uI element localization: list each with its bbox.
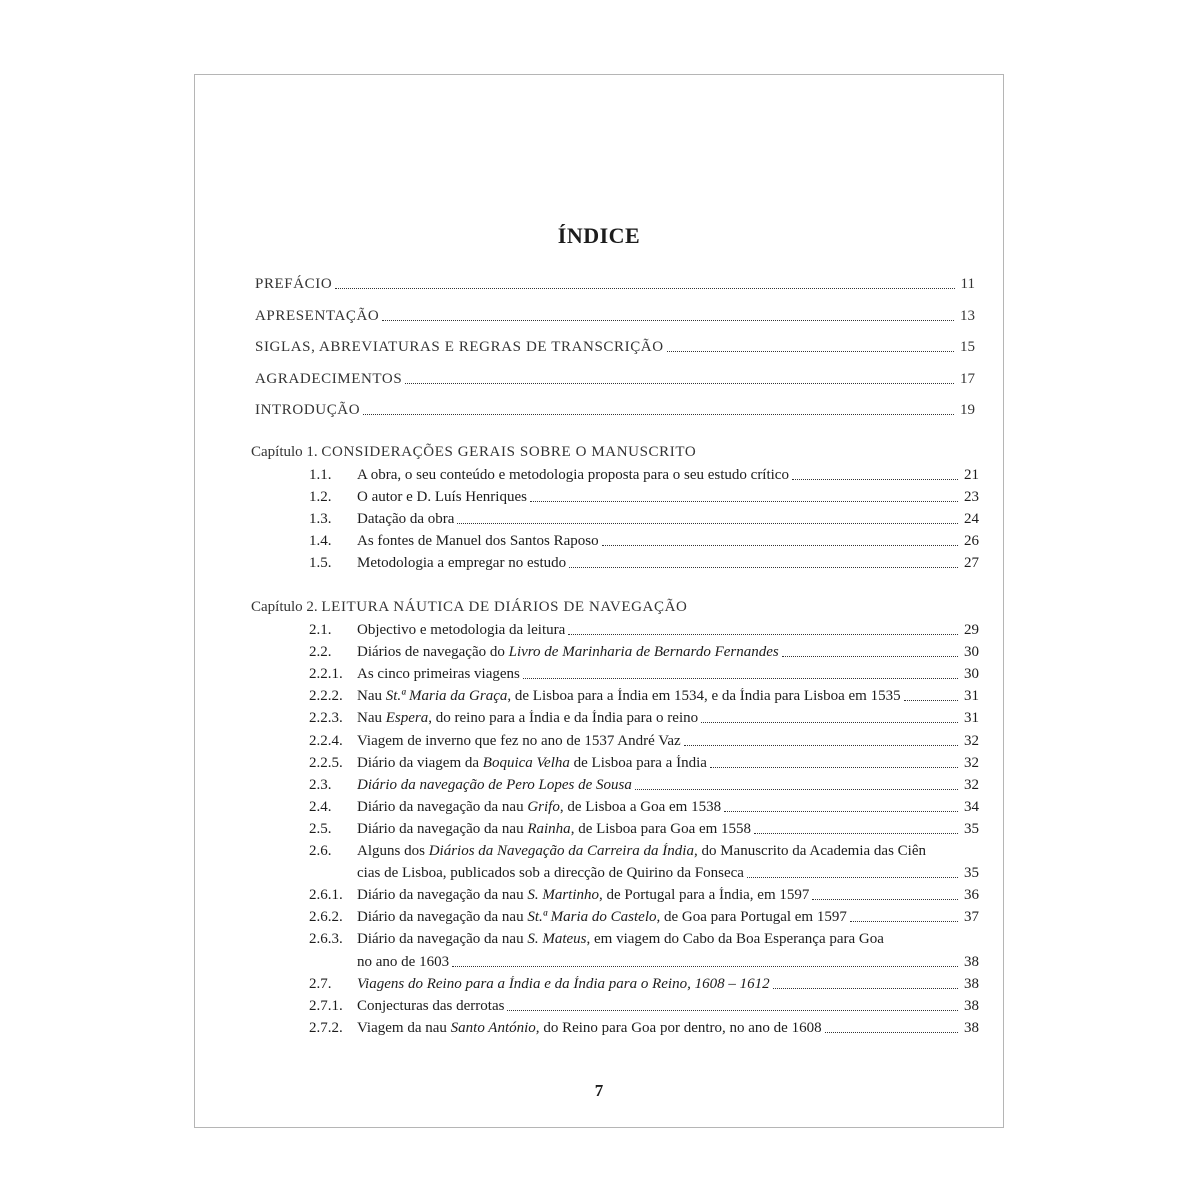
entry-page: 35: [964, 820, 979, 837]
toc-entry[interactable]: [309, 489, 979, 506]
dot-leader: [747, 877, 958, 878]
title-text: O autor e D. Luís Henriques: [357, 489, 527, 506]
entry-title: [357, 887, 809, 904]
entry-number: 2.2.4.: [309, 732, 343, 749]
entry-title: [357, 777, 632, 794]
dot-leader: [904, 700, 958, 701]
toc-entry[interactable]: [309, 710, 979, 727]
entry-page: 29: [964, 622, 979, 638]
entry-title: [357, 976, 770, 993]
entry-page: 34: [964, 798, 979, 815]
entry-number: 2.7.: [309, 975, 332, 992]
title-text: , do Manuscrito da Academia das Ciên: [693, 843, 926, 859]
entry-page: 32: [964, 732, 979, 749]
italic-title: Diários da Navegação da Carreira da Índia: [428, 843, 694, 859]
toc-entry[interactable]: [309, 733, 979, 750]
entry-page: 31: [964, 688, 979, 705]
toc-entry[interactable]: [255, 276, 975, 293]
toc-entry[interactable]: [255, 402, 975, 419]
entry-title-continued: cias de Lisboa, publicados sob a direcção de Quirino da Fonseca: [357, 865, 744, 882]
dot-leader: [635, 789, 958, 790]
dot-leader: [812, 899, 958, 900]
entry-page: 19: [960, 402, 975, 418]
entry-number: 2.7.2.: [309, 1019, 343, 1036]
entry-page: 38: [964, 1019, 979, 1036]
entry-page: 32: [964, 776, 979, 793]
entry-number: 2.2.1.: [309, 666, 343, 683]
entry-title: [357, 666, 520, 683]
title-text: , de Lisboa para Goa em 1558: [570, 820, 752, 837]
entry-number: 2.5.: [309, 820, 332, 837]
dot-leader: [667, 351, 954, 352]
title-text: Diário da navegação da nau: [357, 909, 528, 926]
title-text: , do reino para a Índia e da Índia para o reino: [428, 710, 699, 727]
entry-title: [357, 821, 751, 838]
title-text: Alguns dos: [357, 843, 429, 859]
dot-leader: [724, 811, 958, 812]
entry-page: 35: [964, 865, 979, 882]
index-title: ÍNDICE: [557, 223, 641, 248]
entry-title: [357, 843, 926, 860]
toc-entry[interactable]: [309, 777, 979, 794]
title-text: Viagem da nau: [357, 1019, 451, 1036]
title-text: do Reino para Goa por dentro, no ano de 1608: [539, 1019, 822, 1036]
title-text: As fontes de Manuel dos Santos Raposo: [357, 533, 599, 550]
toc-entry[interactable]: [309, 931, 979, 948]
italic-title: Rainha: [527, 820, 571, 837]
entry-number: 2.2.2.: [309, 688, 343, 705]
toc-entry[interactable]: [309, 511, 979, 528]
dot-leader: [569, 567, 958, 568]
entry-page: 26: [964, 533, 979, 550]
entry-number: 2.2.: [309, 644, 332, 661]
dot-leader: [754, 833, 958, 834]
entry-number: 2.4.: [309, 798, 332, 815]
dot-leader: [507, 1010, 958, 1011]
entry-title: [357, 733, 681, 750]
title-text: , de Portugal para a Índia, em 1597: [599, 887, 810, 904]
title-text: , em viagem do Cabo da Boa Esperança para Goa: [586, 931, 884, 948]
entry-number: 1.4.: [309, 533, 332, 550]
entry-page: 38: [964, 953, 979, 970]
entry-page: 23: [964, 489, 979, 506]
entry-title: [357, 533, 599, 550]
page-number: 7: [594, 1081, 604, 1100]
entry-title-continued: no ano de 1603: [357, 953, 450, 970]
title-text: Diário da navegação da nau: [357, 820, 528, 837]
dot-leader: [684, 745, 958, 746]
entry-page: 30: [964, 666, 979, 683]
entry-number: 2.6.3.: [309, 931, 343, 948]
entry-title: [357, 710, 698, 727]
dot-leader: [363, 414, 954, 415]
title-text: Objectivo e metodologia da leitura: [357, 622, 566, 638]
italic-title: Livro de Marinharia de Bernardo Fernandes: [508, 644, 779, 661]
entry-number: 1.5.: [309, 555, 332, 572]
title-text: de Goa para Portugal em 1597: [660, 909, 847, 926]
entry-title: APRESENTAÇÃO: [255, 308, 380, 324]
chapter-heading[interactable]: [251, 444, 696, 461]
title-text: de Lisboa para a Índia: [569, 754, 707, 771]
entry-page: 13: [960, 308, 975, 324]
dot-leader: [825, 1032, 958, 1033]
dot-leader: [382, 320, 954, 321]
dot-leader: [850, 921, 958, 922]
entry-page: 24: [964, 511, 979, 528]
entry-page: 11: [960, 276, 975, 292]
title-text: , de Lisboa para a Índia em 1534, e da Índia para Lisboa em 1535: [507, 688, 901, 705]
chapter-title: LEITURA NÁUTICA DE DIÁRIOS DE NAVEGAÇÃO: [321, 599, 688, 615]
entry-title: [357, 555, 566, 572]
entry-title: [357, 998, 504, 1015]
title-text: As cinco primeiras viagens: [357, 666, 520, 683]
title-text: Diário da navegação da nau: [357, 798, 528, 815]
entry-title: [357, 511, 454, 528]
entry-number: 1.1.: [309, 467, 332, 483]
toc-entry[interactable]: [255, 339, 975, 356]
entry-page: 32: [964, 754, 979, 771]
dot-leader: [568, 634, 958, 635]
entry-title: [357, 644, 779, 661]
entry-page: 36: [964, 887, 979, 904]
title-text: Datação da obra: [357, 511, 455, 528]
entry-title: INTRODUÇÃO: [255, 402, 361, 418]
entry-title: [357, 688, 901, 705]
entry-number: 2.3.: [309, 776, 332, 793]
toc-entry[interactable]: [255, 371, 975, 388]
italic-title: Diário da navegação de Pero Lopes de Sousa: [357, 776, 632, 793]
title-text: Nau: [357, 710, 386, 727]
toc-entry[interactable]: [309, 998, 979, 1015]
entry-title: [357, 931, 884, 948]
title-text: , de Lisboa a Goa em 1538: [559, 798, 722, 815]
entry-number: 2.6.: [309, 843, 332, 859]
chapter-heading[interactable]: [251, 599, 687, 616]
entry-page: 31: [964, 710, 979, 727]
title-text: Diários de navegação do: [357, 644, 509, 661]
dot-leader: [523, 678, 958, 679]
entry-title: SIGLAS, ABREVIATURAS E REGRAS DE TRANSCRIÇÃO: [255, 339, 664, 355]
entry-number: 1.3.: [309, 511, 332, 528]
entry-number: 2.1.: [309, 622, 332, 638]
toc-entry[interactable]: [309, 467, 979, 484]
title-text: Diário da navegação da nau: [357, 887, 528, 904]
toc-entry-continuation[interactable]: [357, 954, 979, 971]
italic-title: S. Mateus: [527, 931, 587, 948]
toc-entry[interactable]: [309, 644, 979, 661]
toc-entry[interactable]: [309, 887, 979, 904]
entry-page: 38: [964, 997, 979, 1014]
dot-leader: [602, 545, 958, 546]
entry-title: [357, 467, 789, 484]
toc-entry[interactable]: [309, 976, 979, 993]
title-text: Diário da navegação da nau: [357, 931, 528, 948]
entry-title: PREFÁCIO: [255, 276, 333, 292]
dot-leader: [530, 501, 958, 502]
toc-entry-continuation[interactable]: [357, 865, 979, 882]
title-text: Nau: [357, 688, 386, 705]
dot-leader: [710, 767, 958, 768]
dot-leader: [405, 383, 954, 384]
dot-leader: [335, 288, 954, 289]
toc-entry[interactable]: [309, 799, 979, 816]
italic-title: S. Martinho: [527, 887, 600, 904]
entry-number: 2.6.2.: [309, 909, 343, 926]
italic-title: St.ª Maria da Graça: [385, 688, 508, 705]
italic-title: Grifo: [527, 798, 560, 815]
entry-page: 37: [964, 909, 979, 926]
entry-title: [357, 755, 707, 772]
title-text: A obra, o seu conteúdo e metodologia proposta para o seu estudo crítico: [357, 467, 789, 483]
entry-page: 30: [964, 644, 979, 661]
entry-title: AGRADECIMENTOS: [255, 371, 403, 387]
dot-leader: [701, 722, 958, 723]
entry-number: 2.6.1.: [309, 887, 343, 904]
entry-page: 17: [960, 371, 975, 387]
toc-entry[interactable]: [309, 909, 979, 926]
toc-entry[interactable]: [255, 308, 975, 325]
entry-title: [357, 909, 847, 926]
entry-title: [357, 799, 721, 816]
title-text: Conjecturas das derrotas: [357, 997, 505, 1014]
toc-entry[interactable]: [309, 843, 979, 860]
entry-page: 38: [964, 975, 979, 992]
entry-number: 2.7.1.: [309, 997, 343, 1014]
italic-title: Santo António,: [450, 1019, 540, 1036]
dot-leader: [452, 966, 958, 967]
dot-leader: [792, 479, 958, 480]
toc-entry[interactable]: [309, 755, 979, 772]
toc-entry[interactable]: [309, 1020, 979, 1037]
toc-entry[interactable]: [309, 622, 979, 639]
dot-leader: [457, 523, 958, 524]
title-text: Diário da viagem da: [357, 754, 483, 771]
entry-number: 2.2.5.: [309, 754, 343, 771]
italic-title: Boquica Velha: [482, 754, 570, 771]
entry-title: [357, 622, 565, 639]
dot-leader: [773, 988, 958, 989]
chapter-prefix: Capítulo 2.: [251, 599, 322, 615]
toc-entry[interactable]: [309, 688, 979, 705]
italic-title: Espera: [385, 710, 429, 727]
entry-page: 27: [964, 555, 979, 572]
italic-title: St.ª Maria do Castelo,: [527, 909, 661, 926]
entry-page: 15: [960, 339, 975, 355]
toc-entry[interactable]: [309, 666, 979, 683]
entry-title: [357, 489, 527, 506]
chapter-title: CONSIDERAÇÕES GERAIS SOBRE O MANUSCRITO: [321, 444, 697, 460]
toc-entry[interactable]: [309, 533, 979, 550]
chapter-prefix: Capítulo 1.: [251, 444, 322, 460]
italic-title: Viagens do Reino para a Índia e da Índia para o Reino, 1608 – 1612: [357, 975, 770, 992]
title-text: Metodologia a empregar no estudo: [357, 555, 567, 572]
entry-title: [357, 1020, 822, 1037]
entry-number: 2.2.3.: [309, 710, 343, 727]
toc-entry[interactable]: [309, 821, 979, 838]
title-text: Viagem de inverno que fez no ano de 1537 André Vaz: [357, 732, 681, 749]
toc-entry[interactable]: [309, 555, 979, 572]
dot-leader: [782, 656, 958, 657]
entry-number: 1.2.: [309, 489, 332, 506]
entry-page: 21: [964, 467, 979, 483]
document-page: [194, 74, 1004, 1128]
